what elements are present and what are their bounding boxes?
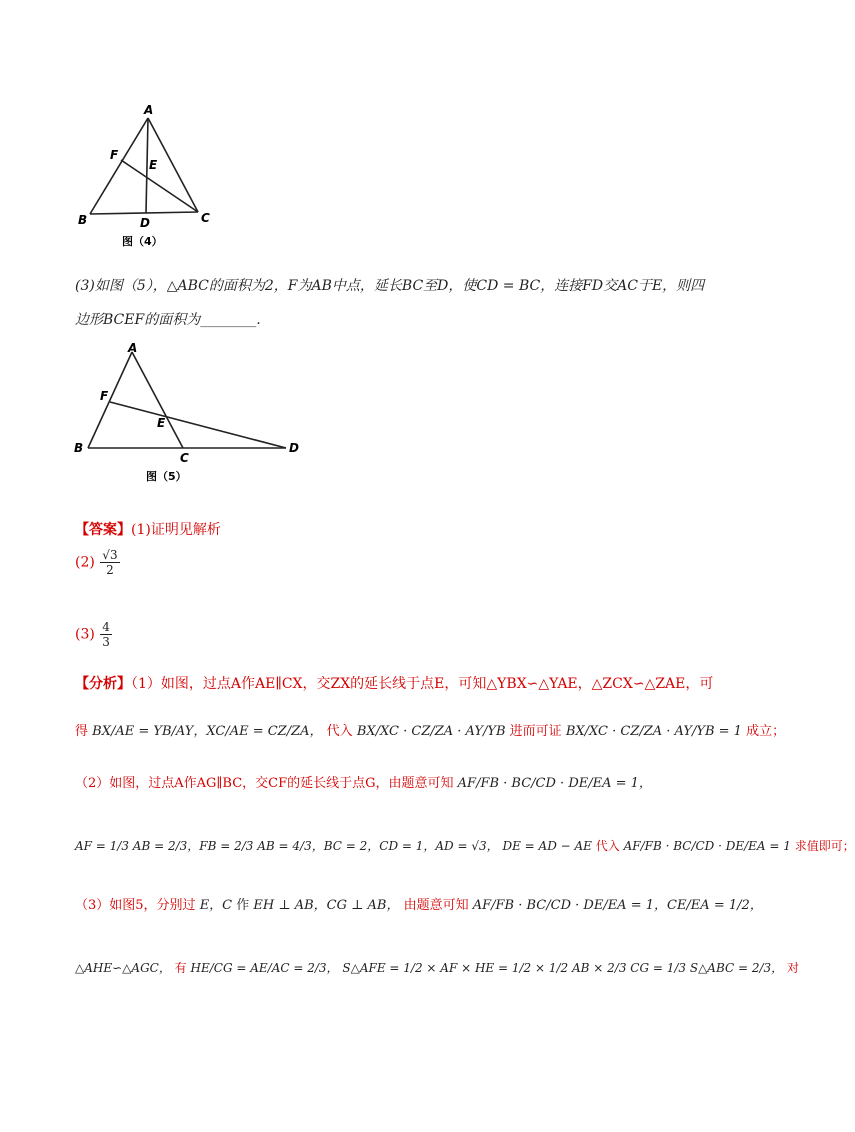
ratio-he-cg: HE/CG = AE/AC = 2/3，	[190, 961, 339, 975]
analysis-line-4	[75, 836, 855, 856]
ratio-product: BX/XC · CZ/ZA · AY/YB	[356, 724, 506, 739]
analysis-line-6	[75, 958, 799, 978]
segment-AD	[146, 118, 148, 213]
point-label-D: D	[289, 441, 299, 455]
segment-AB	[88, 352, 132, 448]
answer-part-2-fraction	[100, 548, 119, 577]
answer-part-3-label: (3)	[75, 626, 95, 643]
point-label-E: E	[157, 416, 166, 430]
ratio-product-equals-one: BX/XC · CZ/ZA · AY/YB = 1	[565, 724, 742, 739]
answer-part-2-label: (2)	[75, 554, 95, 571]
segment-AC	[132, 352, 183, 448]
point-label-B: B	[74, 441, 84, 455]
analysis-line-3	[75, 774, 652, 794]
point-label-A: A	[128, 341, 138, 355]
text-solve: 求值即可；	[794, 839, 855, 853]
fraction-numerator: 4	[102, 620, 110, 634]
question-3-line-2: 边形BCEF的面积为________.	[75, 312, 261, 328]
text-you: 有	[174, 961, 187, 975]
answer-part-2	[75, 548, 121, 577]
text-substitute: 代入	[326, 724, 353, 739]
analysis-step-1-text: （1）如图，过点A作AE∥CX，交ZX的延长线于点E，可知△YBX∽△YAE，△ZCX∽△ZAE，可	[131, 676, 714, 692]
ratio-product-equals-one: AF/FB · BC/CD · DE/EA = 1，	[457, 776, 652, 791]
analysis-step-2-text: （2）如图，过点A作AG∥BC，交CF的延长线于点G，由题意可知	[75, 776, 454, 791]
answer-line-1	[75, 520, 221, 540]
text-zuo: 作	[236, 898, 250, 913]
fraction-denominator: 3	[102, 635, 110, 649]
segment-FD	[110, 402, 286, 448]
point-label-A: A	[144, 103, 154, 117]
area-equation: S△AFE = 1/2 × AF × HE = 1/2 × 1/2 AB × 2/3 CG = 1/3 S△ABC = 2/3，	[342, 961, 784, 975]
figure-5	[68, 340, 308, 485]
text-holds: 成立；	[746, 724, 786, 739]
ratio-equations: BX/AE = YB/AY，XC/AE = CZ/ZA，	[92, 724, 323, 739]
analysis-step-3-text: （3）如图5，分别过	[75, 898, 196, 913]
text-dui: 对	[787, 961, 800, 975]
answer-part-1: (1)证明见解析	[131, 522, 221, 538]
text-prove: 进而可证	[509, 724, 562, 739]
text-de: 得	[75, 724, 89, 739]
analysis-line-5	[75, 896, 763, 916]
figure-4	[70, 100, 230, 250]
answer-heading: 【答案】	[75, 522, 131, 538]
segment-FC	[121, 160, 198, 212]
ratio-relations: AF/FB · BC/CD · DE/EA = 1，CE/EA = 1/2，	[472, 898, 763, 913]
answer-part-3-fraction	[100, 620, 112, 649]
segment-BC	[90, 212, 198, 214]
analysis-line-1	[75, 674, 713, 694]
length-values: AF = 1/3 AB = 2/3，FB = 2/3 AB = 4/3，BC = 2，CD = 1，AD = √3，	[75, 839, 499, 853]
similar-triangles: △AHE∽△AGC，	[75, 961, 171, 975]
figure-4-caption: 图（4）	[122, 235, 163, 248]
point-label-C: C	[201, 211, 210, 225]
question-3-line-1: (3)如图（5），△ABC的面积为2，F为AB中点，延长BC至D，使CD = BC，连接FD交AC于E，则四	[75, 278, 705, 294]
figure-5-caption: 图（5）	[146, 470, 187, 483]
point-label-F: F	[100, 389, 109, 403]
point-label-F: F	[110, 148, 119, 162]
de-equation: DE = AD − AE	[502, 839, 592, 853]
analysis-line-2	[75, 722, 785, 742]
point-label-D: D	[140, 216, 150, 230]
point-label-C: C	[180, 451, 189, 465]
points-e-c: E，C	[199, 898, 233, 913]
point-label-E: E	[149, 158, 158, 172]
fraction-numerator: √3	[102, 548, 118, 562]
text-from-problem: 由题意可知	[403, 898, 469, 913]
segment-AB	[90, 118, 148, 214]
perpendicular-equations: EH ⊥ AB，CG ⊥ AB，	[253, 898, 400, 913]
analysis-heading: 【分析】	[75, 676, 131, 692]
point-label-B: B	[78, 213, 88, 227]
text-substitute: 代入	[595, 839, 620, 853]
ratio-product-equals-one: AF/FB · BC/CD · DE/EA = 1	[623, 839, 791, 853]
fraction-denominator: 2	[106, 563, 114, 577]
answer-part-3	[75, 620, 113, 649]
